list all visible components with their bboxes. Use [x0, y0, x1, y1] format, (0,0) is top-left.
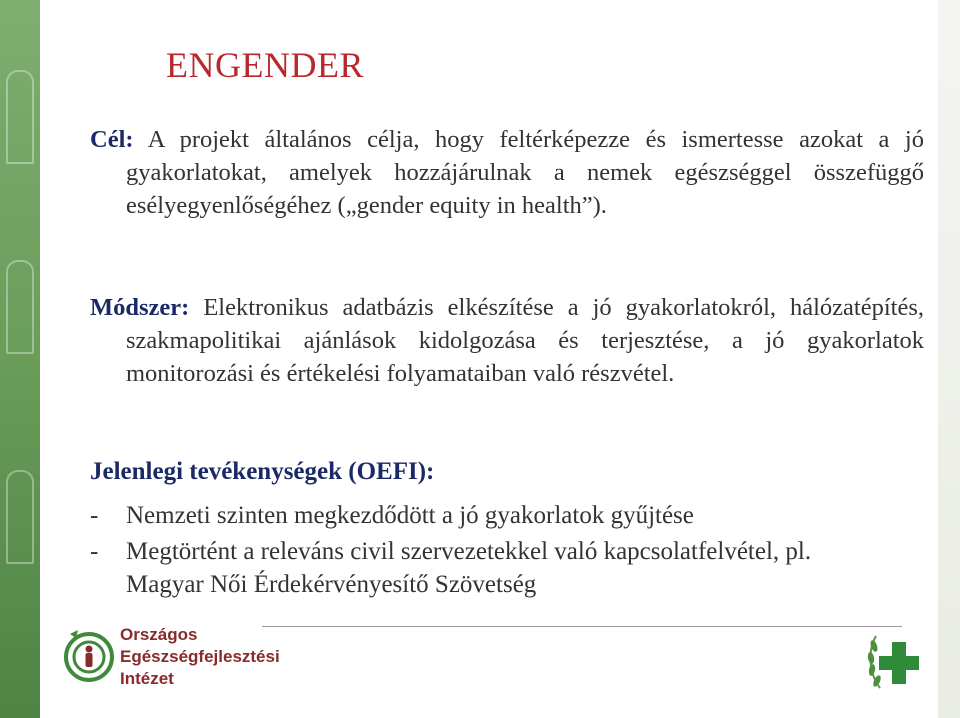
slide-title: ENGENDER	[166, 45, 364, 85]
org-name-line: Országos	[120, 625, 198, 644]
bullet-dash: -	[90, 538, 99, 565]
decorative-right-strip	[938, 0, 960, 718]
bullet-dash: -	[90, 502, 99, 529]
footer-divider	[262, 626, 902, 627]
goal-label: Cél:	[90, 126, 134, 153]
org-name-line: Intézet	[120, 669, 174, 688]
oefi-emblem-icon	[64, 626, 114, 688]
activities-heading: Jelenlegi tevékenységek (OEFI):	[90, 458, 435, 485]
goal-paragraph	[90, 123, 924, 222]
activity-item	[90, 499, 890, 532]
method-text: Elektronikus adatbázis elkészítése a jó gyakorlatokról, hálózatépítés, szakmapolitikai ajánlások kidolgozása és terjesztése, a jó gyakorlatok monitorozási és értékelési folyamataiban való részvétel.	[126, 294, 925, 387]
decorative-side-strip	[0, 0, 40, 718]
method-label: Módszer:	[90, 294, 190, 321]
activity-item	[90, 535, 890, 601]
org-name-line: Egészségfejlesztési	[120, 647, 280, 666]
activity-text: Megtörtént a releváns civil szervezetekkel való kapcsolatfelvétel, pl. Magyar Női Érdekérvényesítő Szövetség	[126, 538, 812, 598]
goal-text: A projekt általános célja, hogy feltérképezze és ismertesse azokat a jó gyakorlatokat, amelyek hozzájárulnak a nemek egészséggel összefüggő esélyegyenlőségéhez („gender equity in health”).	[126, 126, 924, 219]
oefi-logo-text	[120, 624, 280, 690]
health-cross-icon	[862, 628, 932, 698]
method-paragraph	[90, 291, 924, 390]
activity-text: Nemzeti szinten megkezdődött a jó gyakorlatok gyűjtése	[126, 502, 694, 529]
